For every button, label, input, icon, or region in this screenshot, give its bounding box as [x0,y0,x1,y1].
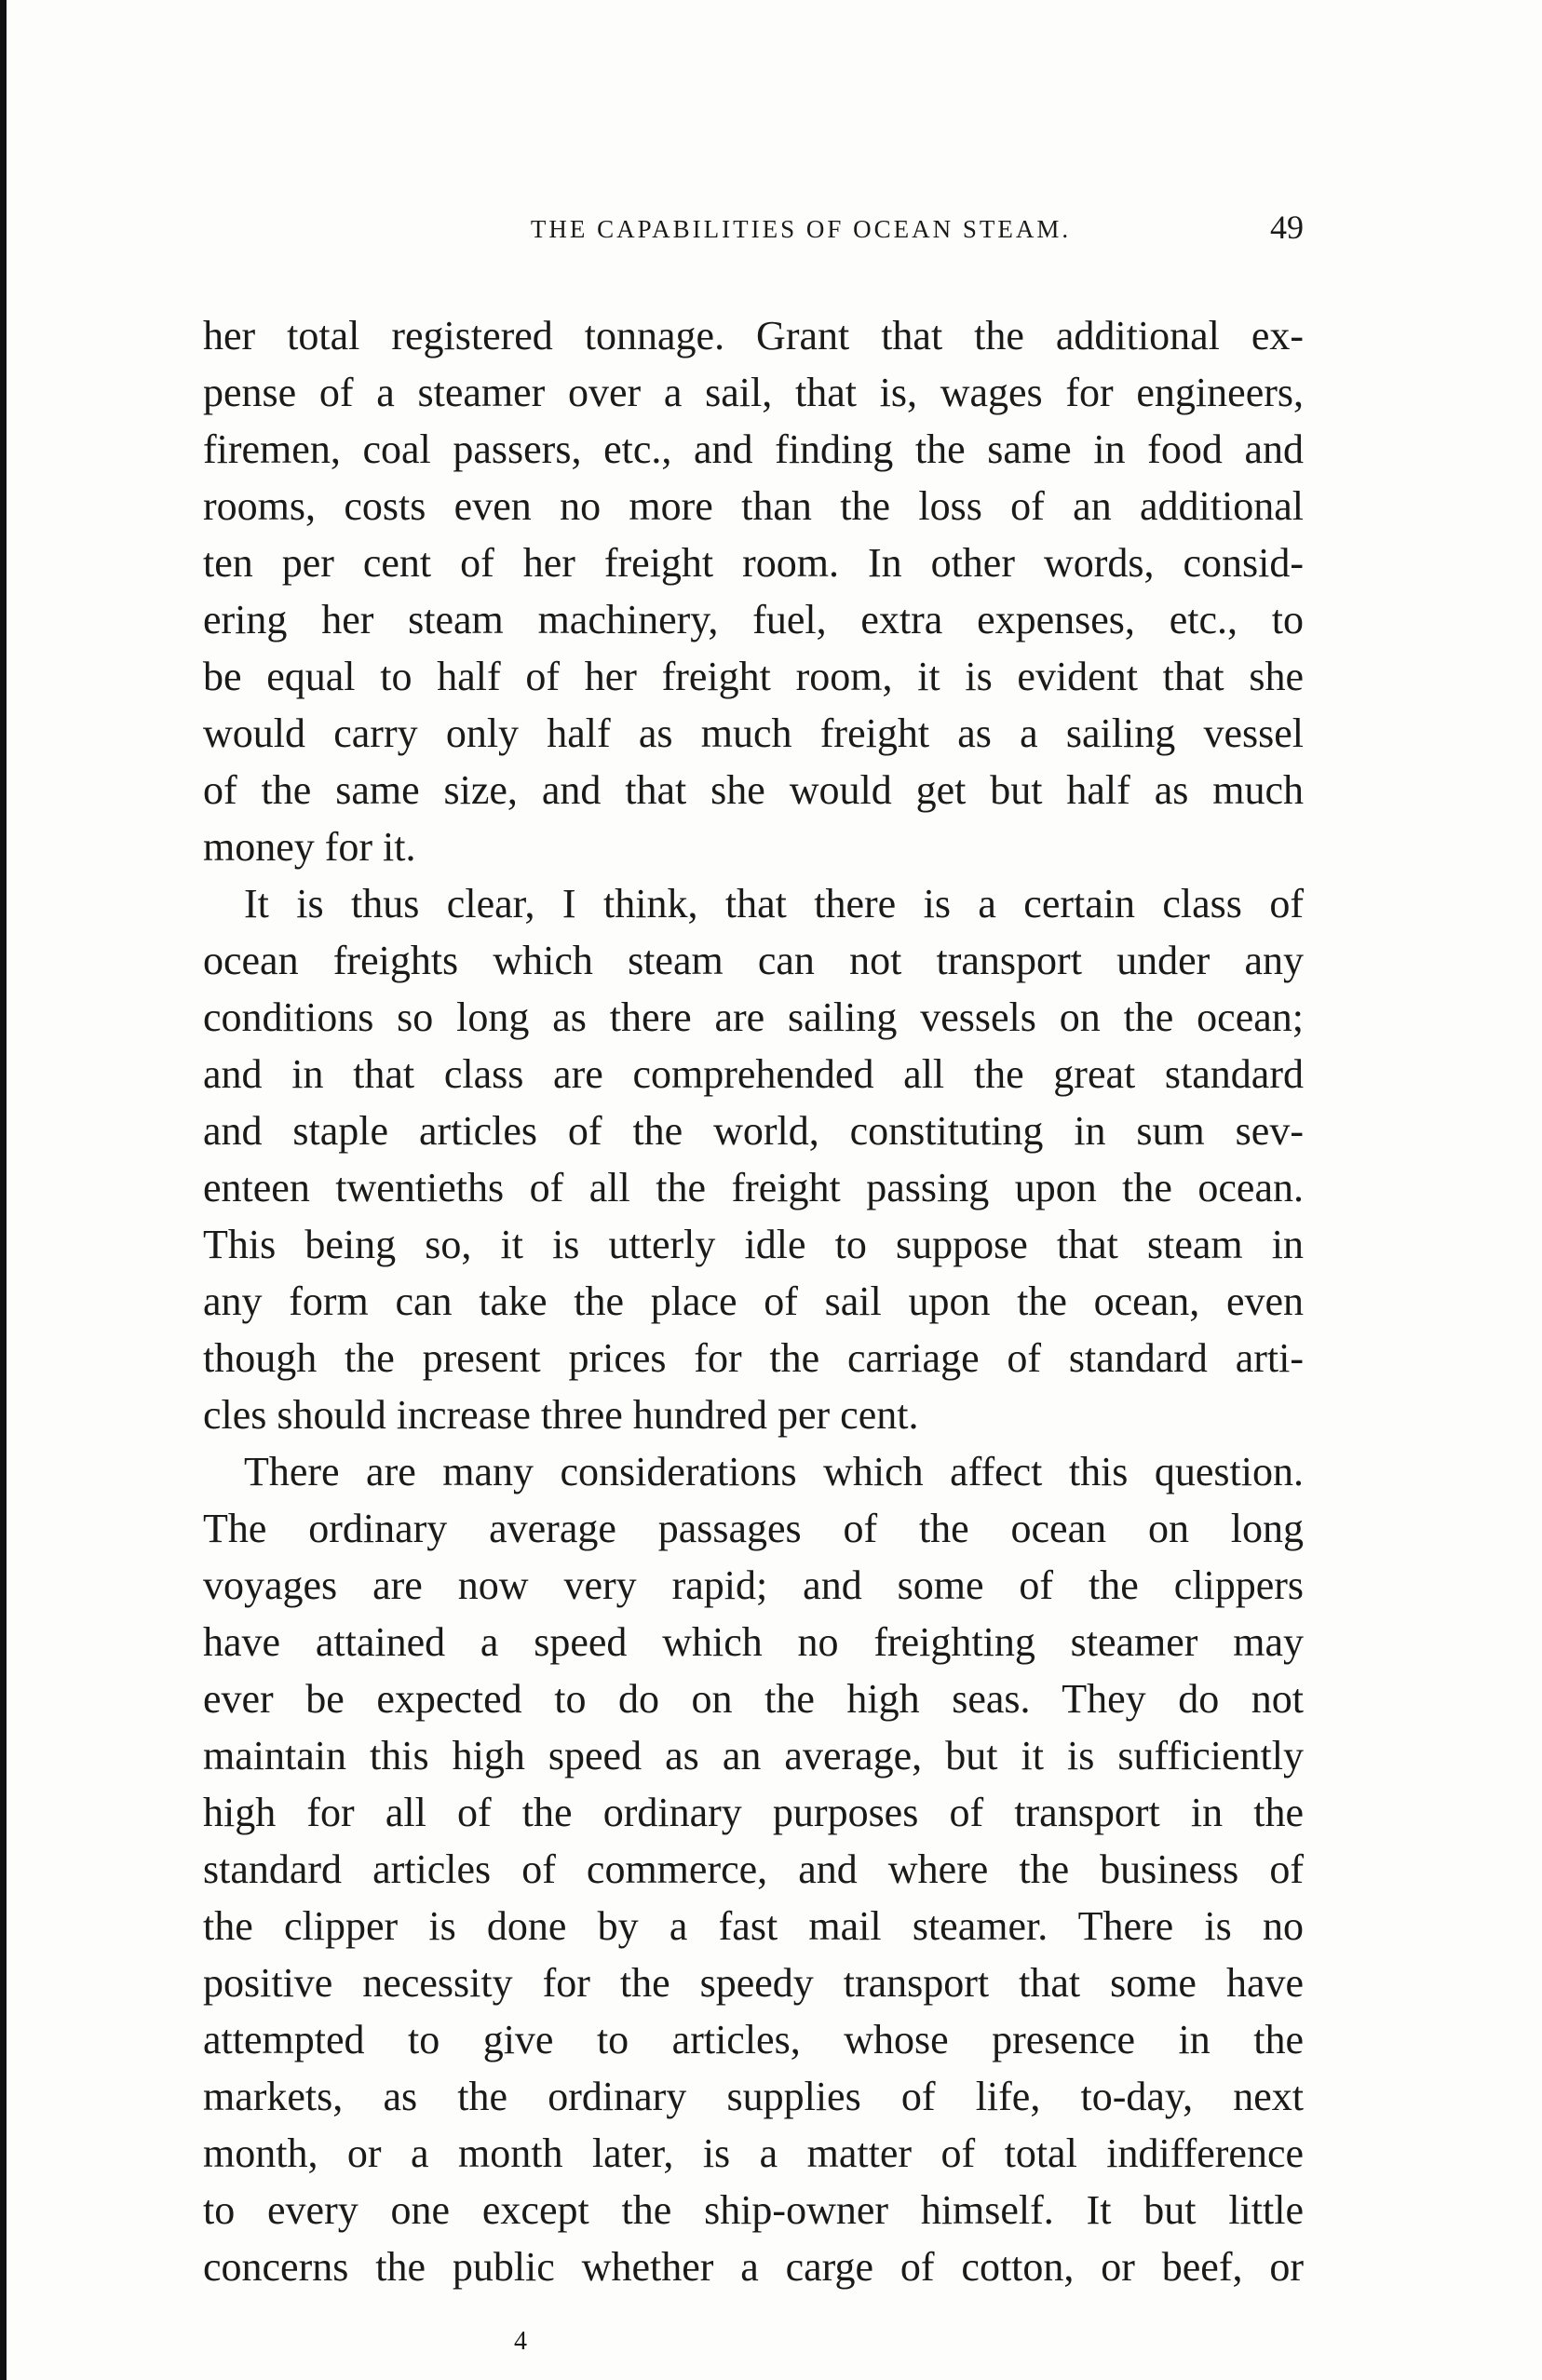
text-line: the clipper is done by a fast mail steamer. There is no [203,1903,1304,1949]
text-line: ever be expected to do on the high seas. They do not [203,1676,1304,1722]
text-line: would carry only half as much freight as a sailing vessel [203,710,1304,756]
text-line: and in that class are comprehended all the great standard [203,1051,1304,1097]
text-line: enteen twentieths of all the freight passing upon the ocean. [203,1165,1304,1210]
text-line: voyages are now very rapid; and some of the clippers [203,1562,1304,1608]
text-line: conditions so long as there are sailing vessels on the ocean; [203,994,1304,1040]
text-line: maintain this high speed as an average, but it is sufficiently [203,1733,1304,1778]
scan-edge [0,0,7,2380]
signature-mark: 4 [514,2327,527,2356]
text-line: month, or a month later, is a matter of total indifference [203,2130,1304,2176]
text-line: The ordinary average passages of the ocean on long [203,1506,1304,1551]
text-line: firemen, coal passers, etc., and finding the same in food and [203,426,1304,472]
page-number: 49 [1270,209,1304,246]
text-line: ering her steam machinery, fuel, extra expenses, etc., to [203,597,1304,642]
text-line: attempted to give to articles, whose presence in the [203,2017,1304,2062]
text-line: to every one except the ship-owner himself. It but little [203,2187,1304,2233]
text-line: her total registered tonnage. Grant that the additional ex- [203,313,1304,358]
text-line: of the same size, and that she would get but half as much [203,767,1304,813]
text-line: positive necessity for the speedy transport that some have [203,1960,1304,2006]
text-line: any form can take the place of sail upon the ocean, even [203,1278,1304,1324]
text-line: cles should increase three hundred per cent. [203,1392,919,1438]
text-line: money for it. [203,824,416,870]
text-line: pense of a steamer over a sail, that is, wages for engineers, [203,370,1304,415]
text-line: though the present prices for the carriage of standard arti- [203,1335,1304,1381]
text-line: It is thus clear, I think, that there is a certain class of [244,881,1304,926]
text-line: high for all of the ordinary purposes of transport in the [203,1790,1304,1835]
text-line: ocean freights which steam can not transport under any [203,938,1304,983]
text-line: There are many considerations which affect this question. [244,1449,1304,1494]
text-line: rooms, costs even no more than the loss of an additional [203,483,1304,529]
text-line: markets, as the ordinary supplies of life, to-day, next [203,2074,1304,2119]
text-line: have attained a speed which no freighting steamer may [203,1619,1304,1665]
text-line: standard articles of commerce, and where the business of [203,1846,1304,1892]
text-line: be equal to half of her freight room, it is evident that she [203,654,1304,699]
text-line: ten per cent of her freight room. In other words, consid- [203,540,1304,586]
text-line: and staple articles of the world, constituting in sum sev- [203,1108,1304,1154]
body-text [203,307,1304,2295]
text-line: concerns the public whether a carge of cotton, or beef, or [203,2244,1304,2290]
text-line: This being so, it is utterly idle to suppose that steam in [203,1222,1304,1267]
running-head: THE CAPABILITIES OF OCEAN STEAM. [530,215,1072,243]
